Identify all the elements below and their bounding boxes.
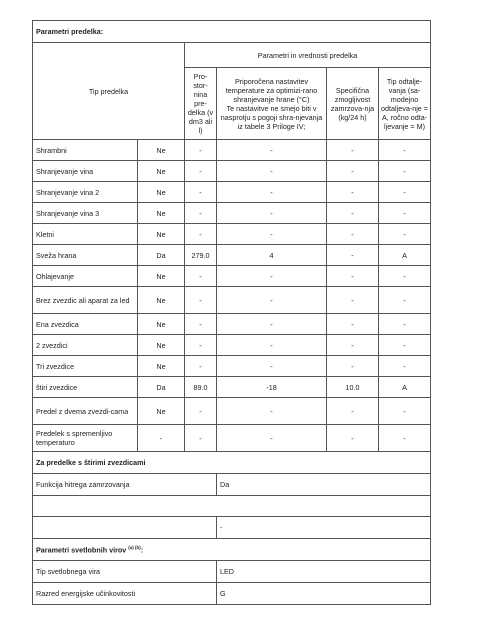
cell-defrost: -: [379, 140, 431, 161]
cell-freezing: -: [327, 203, 379, 224]
cell-freezing: -: [327, 245, 379, 266]
cell-defrost: -: [379, 224, 431, 245]
cell-name: Brez zvezdic ali aparat za led: [33, 287, 138, 314]
cell-present: Ne: [138, 335, 185, 356]
cell-volume: -: [185, 425, 217, 452]
cell-present: Da: [138, 245, 185, 266]
light-type-value: LED: [217, 561, 431, 583]
cell-name: 2 zvezdici: [33, 335, 138, 356]
table-row: [33, 140, 431, 161]
cell-freezing: -: [327, 224, 379, 245]
cell-present: Da: [138, 377, 185, 398]
header-temperature-note: Te nastavitve ne smejo biti v nasprotju s pogoji shra-njevanja iz tabele 3 Priloge IV;: [220, 103, 323, 131]
cell-temperature: -: [217, 356, 327, 377]
cell-volume: -: [185, 140, 217, 161]
table-row: [33, 245, 431, 266]
cell-volume: -: [185, 161, 217, 182]
cell-present: -: [138, 425, 185, 452]
cell-name: Predelek s spremenljivo temperaturo: [33, 425, 138, 452]
cell-name: štiri zvezdice: [33, 377, 138, 398]
cell-name: Kletni: [33, 224, 138, 245]
table-row: [33, 266, 431, 287]
compartment-table: [32, 20, 431, 605]
blank-value: -: [217, 517, 431, 539]
cell-volume: 279.0: [185, 245, 217, 266]
table-row: [33, 335, 431, 356]
table-row: [33, 356, 431, 377]
cell-volume: -: [185, 314, 217, 335]
energy-class-label: Razred energijske učinkovitosti: [33, 583, 217, 605]
section-title-params: Parametri predelka:: [33, 21, 431, 43]
section-light-text: Parametri svetlobnih virov: [36, 545, 127, 555]
header-temperature: [217, 68, 327, 140]
table-row: [33, 314, 431, 335]
table-row: [33, 398, 431, 425]
cell-defrost: A: [379, 377, 431, 398]
cell-freezing: -: [327, 266, 379, 287]
cell-name: Shranjevanje vina 2: [33, 182, 138, 203]
cell-temperature: -: [217, 425, 327, 452]
cell-freezing: -: [327, 356, 379, 377]
cell-name: Tri zvezdice: [33, 356, 138, 377]
fast-freeze-value: Da: [217, 474, 431, 496]
section-light-suffix: :: [140, 545, 144, 555]
cell-defrost: -: [379, 398, 431, 425]
header-defrost: Tip odtalje-vanja (sa-modejno odtaljeva-nje = A, ročno odta-ljevanje = M): [379, 68, 431, 140]
header-tip-predelka: Tip predelka: [33, 43, 185, 140]
cell-present: Ne: [138, 398, 185, 425]
cell-freezing: -: [327, 140, 379, 161]
cell-present: Ne: [138, 314, 185, 335]
cell-volume: -: [185, 203, 217, 224]
cell-present: Ne: [138, 224, 185, 245]
cell-defrost: -: [379, 266, 431, 287]
cell-present: Ne: [138, 182, 185, 203]
cell-defrost: -: [379, 161, 431, 182]
cell-volume: -: [185, 266, 217, 287]
cell-name: Shranjevanje vina: [33, 161, 138, 182]
cell-temperature: -: [217, 335, 327, 356]
cell-defrost: -: [379, 203, 431, 224]
header-freezing: Specifična zmogljivost zamrzova-nja (kg/24 h): [327, 68, 379, 140]
cell-name: Shranjevanje vina 3: [33, 203, 138, 224]
section-light-footnote: (a) (b): [128, 544, 141, 550]
table-row: [33, 161, 431, 182]
cell-present: Ne: [138, 287, 185, 314]
cell-present: Ne: [138, 203, 185, 224]
cell-volume: 89.0: [185, 377, 217, 398]
cell-volume: -: [185, 356, 217, 377]
cell-defrost: -: [379, 425, 431, 452]
cell-name: Ohlajevanje: [33, 266, 138, 287]
table-row: [33, 425, 431, 452]
cell-name: Sveža hrana: [33, 245, 138, 266]
cell-temperature: -: [217, 203, 327, 224]
cell-freezing: -: [327, 314, 379, 335]
light-type-label: Tip svetlobnega vira: [33, 561, 217, 583]
cell-name: Shrambni: [33, 140, 138, 161]
cell-temperature: -: [217, 266, 327, 287]
blank-row: [33, 496, 431, 517]
blank-label: [33, 517, 217, 539]
cell-freezing: -: [327, 182, 379, 203]
cell-volume: -: [185, 335, 217, 356]
cell-freezing: -: [327, 161, 379, 182]
cell-present: Ne: [138, 161, 185, 182]
cell-present: Ne: [138, 266, 185, 287]
cell-defrost: -: [379, 356, 431, 377]
section-title-light: [33, 539, 431, 561]
header-volume: Pro-stor-nina pre-delka (v dm3 ali l): [185, 68, 217, 140]
cell-temperature: -: [217, 224, 327, 245]
cell-freezing: -: [327, 335, 379, 356]
table-row: [33, 203, 431, 224]
cell-volume: -: [185, 182, 217, 203]
table-row: [33, 224, 431, 245]
cell-freezing: -: [327, 425, 379, 452]
energy-class-value: G: [217, 583, 431, 605]
table-row: [33, 182, 431, 203]
product-info-sheet: [32, 20, 430, 605]
cell-freezing: -: [327, 287, 379, 314]
cell-temperature: -: [217, 314, 327, 335]
cell-defrost: A: [379, 245, 431, 266]
cell-defrost: -: [379, 314, 431, 335]
cell-temperature: -18: [217, 377, 327, 398]
fast-freeze-label: Funkcija hitrega zamrzovanja: [33, 474, 217, 496]
table-row: [33, 287, 431, 314]
cell-present: Ne: [138, 356, 185, 377]
cell-defrost: -: [379, 287, 431, 314]
cell-temperature: 4: [217, 245, 327, 266]
section-title-four-star: Za predelke s štirimi zvezdicami: [33, 452, 431, 474]
cell-volume: -: [185, 224, 217, 245]
header-temperature-main: Priporočena nastavitev temperature za optimizi-rano shranjevanje hrane (°C): [225, 76, 318, 104]
cell-temperature: -: [217, 398, 327, 425]
cell-temperature: -: [217, 161, 327, 182]
cell-volume: -: [185, 398, 217, 425]
cell-name: Predel z dvema zvezdi-cama: [33, 398, 138, 425]
cell-defrost: -: [379, 335, 431, 356]
cell-temperature: -: [217, 140, 327, 161]
table-row: [33, 377, 431, 398]
cell-temperature: -: [217, 287, 327, 314]
cell-volume: -: [185, 287, 217, 314]
cell-freezing: -: [327, 398, 379, 425]
cell-name: Ena zvezdica: [33, 314, 138, 335]
cell-temperature: -: [217, 182, 327, 203]
cell-freezing: 10.0: [327, 377, 379, 398]
cell-defrost: -: [379, 182, 431, 203]
cell-present: Ne: [138, 140, 185, 161]
header-group: Parametri in vrednosti predelka: [185, 43, 431, 68]
